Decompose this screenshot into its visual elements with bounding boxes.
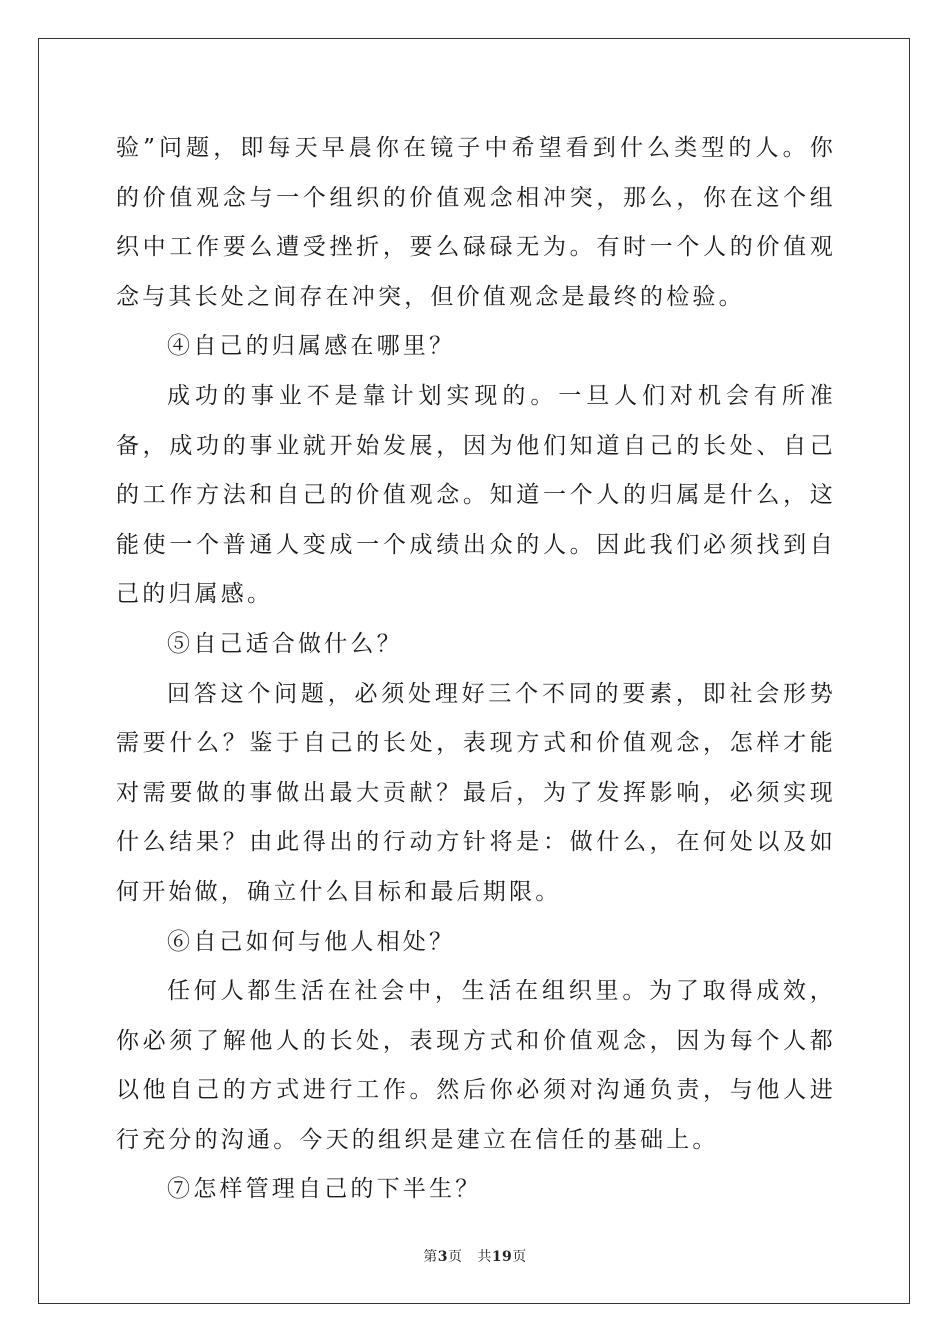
paragraph-relationships: 任何人都生活在社会中，生活在组织里。为了取得成效，你必须了解他人的长处，表现方式和价值观念，因为每个人都以他自己的方式进行工作。然后你必须对沟通负责，与他人进行充分的沟通。今天的组织是建立在信任的基础上。	[116, 978, 836, 1153]
paragraph-suitability: 回答这个问题，必须处理好三个不同的要素，即社会形势需要什么？鉴于自己的长处，表现方式和价值观念，怎样才能对需要做的事做出最大贡献？最后，为了发挥影响，必须实现什么结果？由此得出的行动方针将是：做什么，在何处以及如何开始做，确立什么目标和最后期限。	[116, 680, 836, 905]
footer-page-number: 3	[437, 1249, 448, 1265]
page-footer	[0, 1246, 950, 1266]
footer-page-suffix: 页	[447, 1249, 463, 1265]
heading-relationships: ⑥自己如何与他人相处？	[167, 928, 456, 955]
paragraph-1: 验”问题，即每天早晨你在镜子中希望看到什么类型的人。你的价值观念与一个组织的价值观念相冲突，那么，你在这个组织中工作要么遭受挫折，要么碌碌无为。有时一个人的价值观念与其长处之间存在冲突，但价值观念是最终的检验。	[116, 135, 836, 310]
footer-total-suffix: 页	[512, 1249, 527, 1265]
footer-total-prefix: 共	[477, 1249, 492, 1265]
heading-belonging: ④自己的归属感在哪里？	[167, 333, 456, 360]
footer-total-pages: 19	[491, 1249, 513, 1265]
document-body	[116, 124, 836, 1215]
footer-page-prefix: 第	[423, 1249, 438, 1265]
heading-suitability: ⑤自己适合做什么？	[167, 630, 403, 657]
heading-second-half: ⑦怎样管理自己的下半生？	[167, 1176, 482, 1203]
paragraph-belonging: 成功的事业不是靠计划实现的。一旦人们对机会有所准备，成功的事业就开始发展，因为他们知道自己的长处、自己的工作方法和自己的价值观念。知道一个人的归属是什么，这能使一个普通人变成一个成绩出众的人。因此我们必须找到自己的归属感。	[116, 382, 836, 608]
